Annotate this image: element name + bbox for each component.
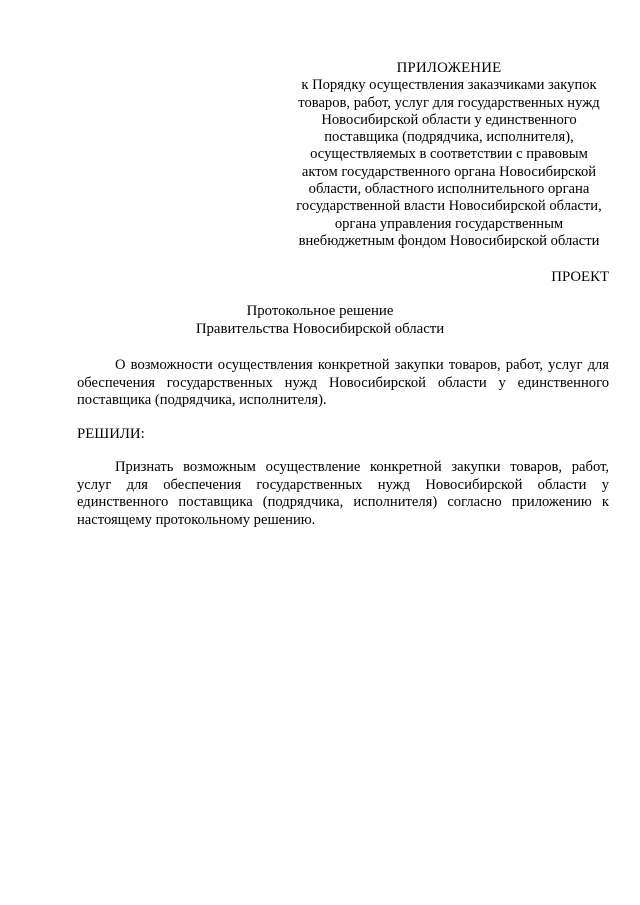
- decision-title-line1: Протокольное решение: [246, 303, 394, 319]
- resolution-paragraph: Признать возможным осуществление конкретной закупки товаров, работ, услуг для обеспечения государственных нужд Новосибирской области у единственного поставщика (подрядчика, исполнителя) согласно приложению к настоящему протокольному решению.: [77, 459, 609, 529]
- appendix-line: внебюджетным фондом Новосибирской области: [298, 232, 600, 249]
- subject-paragraph: О возможности осуществления конкретной закупки товаров, работ, услуг для обеспечения государственных нужд Новосибирской области у единственного поставщика (подрядчика, исполнителя).: [77, 357, 609, 409]
- appendix-heading: ПРИЛОЖЕНИЕ: [396, 60, 502, 76]
- appendix-line: осуществляемых в соответствии с правовым: [310, 146, 588, 163]
- decision-title: [0, 303, 640, 338]
- decision-title-line2: Правительства Новосибирской области: [195, 320, 445, 337]
- project-label: ПРОЕКТ: [551, 269, 609, 285]
- appendix-line: товаров, работ, услуг для государственных нужд: [298, 94, 600, 111]
- appendix-line: поставщика (подрядчика, исполнителя),: [324, 129, 574, 146]
- appendix-block: [288, 60, 610, 250]
- resolved-label: РЕШИЛИ:: [77, 426, 145, 442]
- appendix-line: Новосибирской области у единственного: [321, 111, 577, 128]
- appendix-line: государственной власти Новосибирской области,: [296, 198, 602, 215]
- appendix-line: области, областного исполнительного органа: [308, 181, 590, 198]
- appendix-line: органа управления государственным: [334, 215, 564, 232]
- appendix-line: актом государственного органа Новосибирской: [301, 163, 597, 180]
- appendix-line: к Порядку осуществления заказчиками закупок: [301, 77, 597, 94]
